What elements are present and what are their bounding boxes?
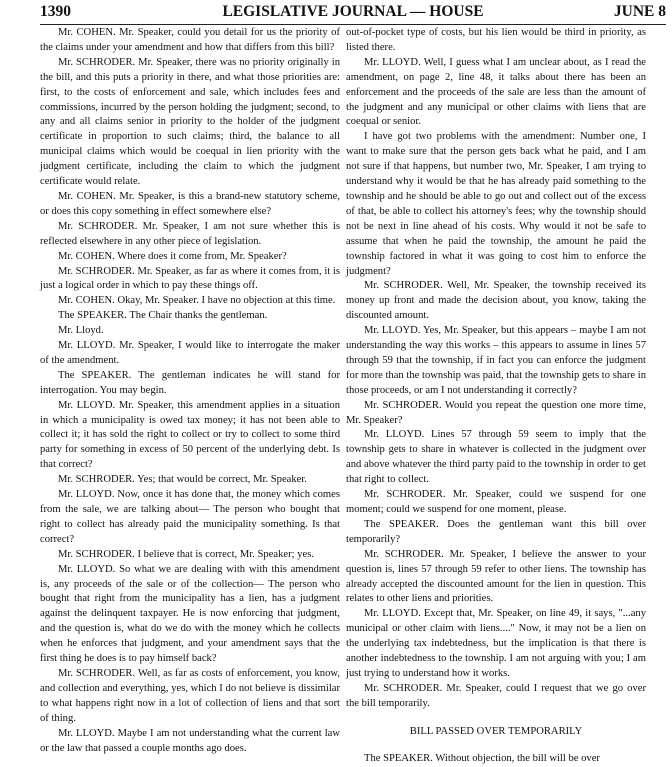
paragraph: Mr. LLOYD. Mr. Speaker, I would like to interrogate the maker of the amendment. — [40, 340, 340, 366]
paragraph: The SPEAKER. Does the gentleman want this bill over temporarily? — [346, 518, 646, 545]
section-heading: BILL PASSED OVER TEMPORARILY — [409, 725, 583, 737]
paragraph: Mr. SCHRODER. Mr. Speaker, could I request that we go over the bill temporarily. — [346, 682, 646, 709]
paragraph: Mr. SCHRODER. Well, as far as costs of enforcement, you know, and collection and everything, yes, which I do not believe is dissimilar to what happens right now in a lot of collection of liens and that sort of thing. — [40, 667, 340, 724]
paragraph: Mr. LLOYD. Lines 57 through 59 seem to imply that the township gets to share in whatever is collected in the judgment over and above whatever the third party paid to the township in order to get that right to collect. — [346, 429, 646, 486]
paragraph: Mr. LLOYD. Now, once it has done that, the money which comes from the sale, we are talking about— The person who bought that right to collect has already paid the municipality something. Is that correct? — [40, 489, 340, 545]
paragraph: Mr. SCHRODER. Mr. Speaker, there was no priority originally in the bill, and this puts a priority in there, and what those priorities are: first, to the costs of enforcement and sale, which includes fees and commissions, incurred by the person holding the judgment; second, to any and all claims senior in priority to the holder of the judgment certificate in proportion to such claims; third, the balance to all municipal claims which would be coequal in lien priority with the judgment certificate, including the claim to which the judgment certificate would relate. — [40, 56, 340, 188]
paragraph: Mr. SCHRODER. Mr. Speaker, could we suspend for one moment; could we suspend for one moment, please. — [346, 489, 646, 515]
paragraph: Mr. LLOYD. Mr. Speaker, this amendment applies in a situation in which a municipality is owed tax money; it has not been able to collect it; it has sold the right to collect or try to collect to some third party for something in excess of 50 percent of the underlying debt. Is that correct? — [40, 399, 340, 471]
journal-date: JUNE 8 — [613, 3, 666, 20]
paragraph: Mr. SCHRODER. I believe that is correct, Mr. Speaker; yes. — [58, 548, 314, 560]
paragraph: I have got two problems with the amendment: Number one, I want to make sure that the person gets back what he paid, and I am not sure if that happens, but number two, Mr. Speaker, I am trying to understand why it would be that he has already paid something to the township and he should be able to go out and collect out of the excess of that, be able to collect his attorney's fees; why the township should not be next in line ahead of his costs. Why would it not be safe to assume that when he paid the township, the amount he paid the township factored in what it was going to cost him to enforce the judgment? — [346, 131, 646, 277]
paragraph: Mr. SCHRODER. Mr. Speaker, I am not sure whether this is reflected elsewhere in any other piece of legislation. — [40, 220, 340, 247]
paragraph: Mr. LLOYD. Yes, Mr. Speaker, but this appears – maybe I am not understanding the way this works – this appears to assume in lines 57 through 59 that the township, if in fact you can enforce the judgment for more than the township was paid, that the township gets to share in those proceeds, or am I not understanding it correctly? — [346, 325, 646, 396]
right-column — [346, 26, 646, 767]
paragraph: Mr. COHEN. Mr. Speaker, could you detail for us the priority of the claims under your amendment and how that differs from this bill? — [40, 27, 340, 53]
paragraph: Mr. SCHRODER. Mr. Speaker, I believe the answer to your question is, lines 57 through 59 refer to other liens. The township has already accepted the discounted amount for the lien in question. This relates to other liens and priorities. — [346, 548, 646, 605]
paragraph: Mr. COHEN. Where does it come from, Mr. Speaker? — [58, 250, 287, 262]
paragraph: Mr. COHEN. Mr. Speaker, is this a brand-new statutory scheme, or does this copy something in effect somewhere else? — [40, 190, 340, 217]
journal-title: LEGISLATIVE JOURNAL — HOUSE — [222, 3, 484, 20]
paragraph: Mr. LLOYD. So what we are dealing with with this amendment is, any proceeds of the sale or of the collection— The person who bought that right from the municipality has a lien, has a judgment against the delinquent taxpayer. He is now enforcing that judgment, and the question is, what do we do with the money which he collects when he enforces that judgment, and your amendment says that the first thing he does is to pay himself back? — [40, 563, 340, 665]
paragraph: The SPEAKER. The Chair thanks the gentleman. — [58, 310, 268, 322]
paragraph: The SPEAKER. The gentleman indicates he will stand for interrogation. You may begin. — [40, 369, 340, 396]
paragraph: Mr. SCHRODER. Mr. Speaker, as far as where it comes from, it is just a logical order in which to pay these things off. — [40, 265, 340, 292]
paragraph: Mr. SCHRODER. Would you repeat the question one more time, Mr. Speaker? — [346, 399, 646, 426]
paragraph: The SPEAKER. Without objection, the bill will be over — [364, 752, 600, 764]
paragraph: Mr. SCHRODER. Yes; that would be correct, Mr. Speaker. — [58, 474, 307, 486]
paragraph: Mr. LLOYD. Well, I guess what I am unclear about, as I read the amendment, on page 2, line 48, it talks about there has been an enforcement and the proceeds of the sale are less than the amount of the judgment and any municipal or other claims with liens that are coequal or senior. — [346, 56, 646, 128]
paragraph: Mr. COHEN. Okay, Mr. Speaker. I have no objection at this time. — [58, 295, 336, 307]
paragraph: Mr. LLOYD. Maybe I am not understanding what the current law or the law that passed a couple months ago does. — [40, 727, 340, 754]
page-header — [40, 0, 666, 25]
paragraph: Mr. Lloyd. — [58, 325, 104, 337]
page-number: 1390 — [40, 3, 71, 20]
paragraph: Mr. SCHRODER. Well, Mr. Speaker, the township received its money up front and made the decision about, you know, taking the discounted amount. — [346, 280, 646, 322]
continuation-paragraph: out-of-pocket type of costs, but his lien would be third in priority, as listed there. — [346, 27, 646, 53]
paragraph: Mr. LLOYD. Except that, Mr. Speaker, on line 49, it says, "...any municipal or other claim with liens...." Now, it may not be a lien on the underlying tax indebtedness, but the implication is that there is another indebtedness to the township. I am not arguing with you; I am just trying to understand how it works. — [346, 608, 646, 679]
left-column — [40, 26, 340, 756]
